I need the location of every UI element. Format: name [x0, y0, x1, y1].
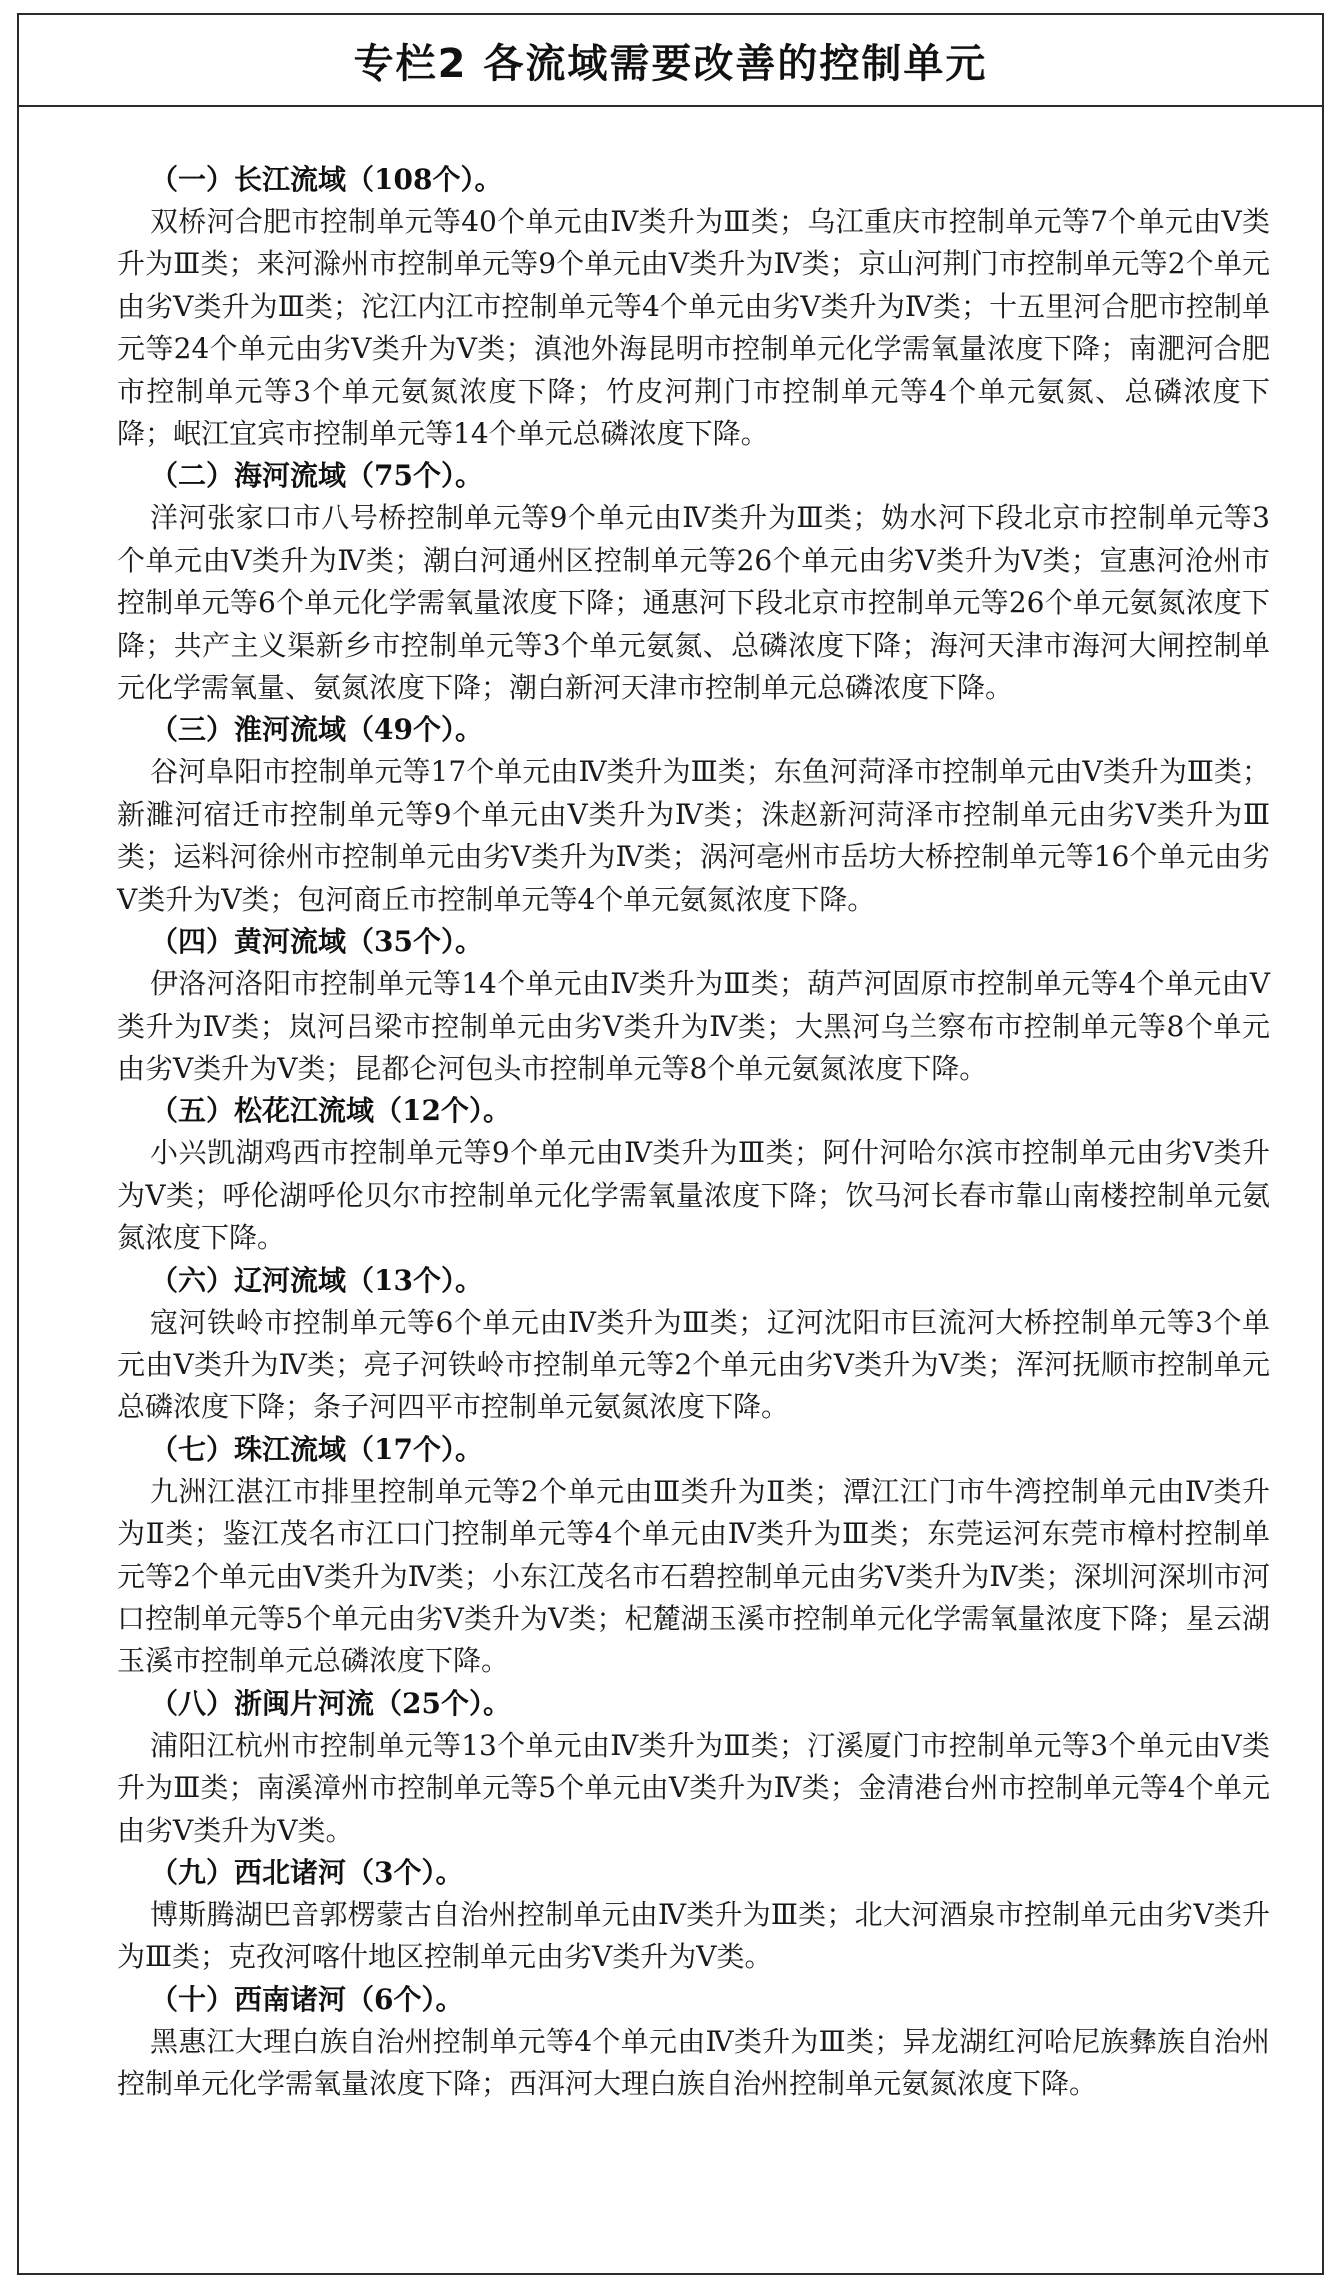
section-body-zhujiang: 九洲江湛江市排里控制单元等2个单元由Ⅲ类升为Ⅱ类；潭江江门市牛湾控制单元由Ⅳ类升为Ⅱ类；鉴江茂名市江口门控制单元等4个单元由Ⅳ类升为Ⅲ类；东莞运河东莞市樟村控制单元等2个单元由Ⅴ类升为Ⅳ类；小东江茂名市石碧控制单元由劣Ⅴ类升为Ⅳ类；深圳河深圳市河口控制单元等5个单元由劣Ⅴ类升为Ⅴ类；杞麓湖玉溪市控制单元化学需氧量浓度下降；星云湖玉溪市控制单元总磷浓度下降。 — [117, 1474, 1270, 1678]
section-body-huaihe: 谷河阜阳市控制单元等17个单元由Ⅳ类升为Ⅲ类；东鱼河菏泽市控制单元由Ⅴ类升为Ⅲ类；新濉河宿迁市控制单元等9个单元由Ⅴ类升为Ⅳ类；洙赵新河菏泽市控制单元由劣Ⅴ类升为Ⅲ类；运料河徐州市控制单元由劣Ⅴ类升为Ⅳ类；涡河亳州市岳坊大桥控制单元等16个单元由劣Ⅴ类升为Ⅴ类；包河商丘市控制单元等4个单元氨氮浓度下降。 — [117, 755, 1270, 916]
section-body-haihe: 洋河张家口市八号桥控制单元等9个单元由Ⅳ类升为Ⅲ类；妫水河下段北京市控制单元等3个单元由Ⅴ类升为Ⅳ类；潮白河通州区控制单元等26个单元由劣Ⅴ类升为Ⅴ类；宣惠河沧州市控制单元等6个单元化学需氧量浓度下降；通惠河下段北京市控制单元等26个单元氨氮浓度下降；共产主义渠新乡市控制单元等3个单元氨氮、总磷浓度下降；海河天津市海河大闸控制单元化学需氧量、氨氮浓度下降；潮白新河天津市控制单元总磷浓度下降。 — [117, 501, 1270, 705]
section-heading-huaihe: （三）淮河流域（49个）。 — [150, 713, 483, 747]
section-heading-songhuajiang: （五）松花江流域（12个）。 — [150, 1094, 511, 1128]
content-area — [19, 107, 1322, 2106]
page-title: 专栏2 各流域需要改善的控制单元 — [353, 40, 988, 87]
section-body-liaohe: 寇河铁岭市控制单元等6个单元由Ⅳ类升为Ⅲ类；辽河沈阳市巨流河大桥控制单元等3个单元由Ⅴ类升为Ⅳ类；亮子河铁岭市控制单元等2个单元由劣Ⅴ类升为Ⅴ类；浑河抚顺市控制单元总磷浓度下降；条子河四平市控制单元氨氮浓度下降。 — [117, 1305, 1270, 1424]
column-box — [17, 13, 1324, 2275]
section-heading-zhujiang: （七）珠江流域（17个）。 — [150, 1432, 483, 1466]
section-body-xinan: 黑惠江大理白族自治州控制单元等4个单元由Ⅳ类升为Ⅲ类；异龙湖红河哈尼族彝族自治州控制单元化学需氧量浓度下降；西洱河大理白族自治州控制单元氨氮浓度下降。 — [117, 2024, 1270, 2101]
section-heading-liaohe: （六）辽河流域（13个）。 — [150, 1263, 483, 1297]
section-heading-zhemin: （八）浙闽片河流（25个）。 — [150, 1686, 511, 1720]
section-body-huanghe: 伊洛河洛阳市控制单元等14个单元由Ⅳ类升为Ⅲ类；葫芦河固原市控制单元等4个单元由Ⅴ类升为Ⅳ类；岚河吕梁市控制单元由劣Ⅴ类升为Ⅳ类；大黑河乌兰察布市控制单元等8个单元由劣Ⅴ类升为Ⅴ类；昆都仑河包头市控制单元等8个单元氨氮浓度下降。 — [117, 967, 1270, 1085]
section-heading-changjiang: （一）长江流域（108个）。 — [150, 163, 503, 196]
section-heading-xibei: （九）西北诸河（3个）。 — [150, 1856, 464, 1889]
section-heading-haihe: （二）海河流域（75个）。 — [150, 459, 483, 493]
section-body-changjiang: 双桥河合肥市控制单元等40个单元由Ⅳ类升为Ⅲ类；乌江重庆市控制单元等7个单元由Ⅴ类升为Ⅲ类；来河滁州市控制单元等9个单元由Ⅴ类升为Ⅳ类；京山河荆门市控制单元等2个单元由劣Ⅴ类升为Ⅲ类；沱江内江市控制单元等4个单元由劣Ⅴ类升为Ⅳ类；十五里河合肥市控制单元等24个单元由劣Ⅴ类升为Ⅴ类；滇池外海昆明市控制单元化学需氧量浓度下降；南淝河合肥市控制单元等3个单元氨氮浓度下降；竹皮河荆门市控制单元等4个单元氨氮、总磷浓度下降；岷江宜宾市控制单元等14个单元总磷浓度下降。 — [117, 205, 1270, 451]
section-body-xibei: 博斯腾湖巴音郭楞蒙古自治州控制单元由Ⅳ类升为Ⅲ类；北大河酒泉市控制单元由劣Ⅴ类升为Ⅲ类；克孜河喀什地区控制单元由劣Ⅴ类升为Ⅴ类。 — [117, 1898, 1270, 1974]
section-heading-xinan: （十）西南诸河（6个）。 — [150, 1982, 464, 2016]
section-heading-huanghe: （四）黄河流域（35个）。 — [150, 925, 483, 959]
title-bar — [19, 15, 1322, 107]
section-body-zhemin: 浦阳江杭州市控制单元等13个单元由Ⅳ类升为Ⅲ类；汀溪厦门市控制单元等3个单元由Ⅴ类升为Ⅲ类；南溪漳州市控制单元等5个单元由Ⅴ类升为Ⅳ类；金清港台州市控制单元等4个单元由劣Ⅴ类升为Ⅴ类。 — [117, 1728, 1270, 1847]
section-body-songhuajiang: 小兴凯湖鸡西市控制单元等9个单元由Ⅳ类升为Ⅲ类；阿什河哈尔滨市控制单元由劣Ⅴ类升为Ⅴ类；呼伦湖呼伦贝尔市控制单元化学需氧量浓度下降；饮马河长春市靠山南楼控制单元氨氮浓度下降。 — [117, 1136, 1270, 1255]
